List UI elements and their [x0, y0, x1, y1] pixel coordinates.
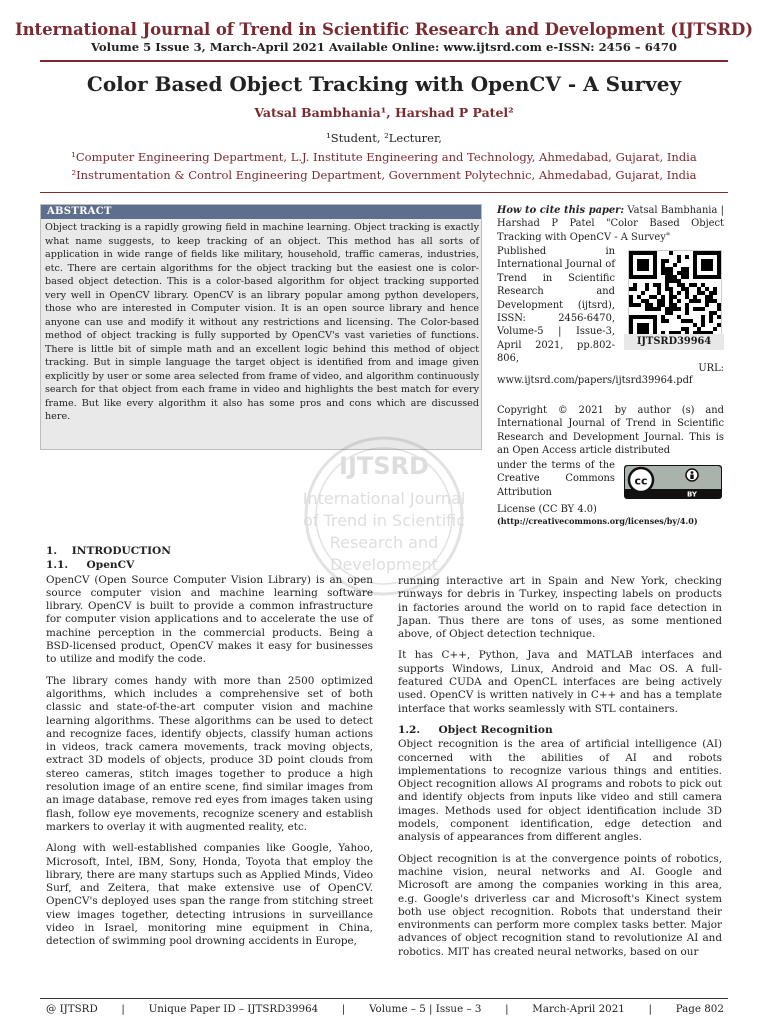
cc-license-url[interactable]: (http://creativecommons.org/licenses/by/4.0) — [497, 516, 698, 526]
section-introduction-heading: 1. INTRODUCTION — [46, 545, 171, 557]
watermark-line4: Development — [330, 555, 438, 574]
footer-sep: | — [505, 1003, 509, 1015]
cc-license-badge-icon[interactable] — [624, 465, 722, 499]
abstract-box — [40, 204, 482, 450]
section-opencv-heading: 1.1. OpenCV — [46, 559, 135, 572]
cc-terms: under the terms of the Creative Commons Attribution — [497, 460, 615, 498]
paragraph: OpenCV (Open Source Computer Vision Library) is an open source computer vision and machine learning software library. OpenCV is built to provide a common infrastructure for computer vision applications and to accelerate the use of machine perception in the commercial products. Being a BSD-licensed product, OpenCV makes it easy for businesses to utilize and modify the code. — [46, 573, 373, 666]
cc-license-line: License (CC BY 4.0) — [497, 504, 597, 515]
by-badge-text: BY — [686, 490, 698, 499]
abstract-text: Object tracking is a rapidly growing field in machine learning. Object tracking is exactly what name suggests, to keep tracking of an object. This method has all sorts of application in wide range of fields like military, household, traffic cameras, industries, etc. There are certain algorithms for the object tracking but the easiest one is color-based object detection. This is a color-based algorithm for object tracking supported very well in OpenCV library. OpenCV is an library popular among python developers, those who are interested in Computer vision. It is an open source library and hence anyone can use and modify it without any restrictions and licensing. The Color-based method of object tracking is fully supported by OpenCV's vast varieties of functions. There is little bit of simple math and an excellent logic behind this method of object tracking. But in simple language the target object is identified from and image given explicitly by user or some area selected from frame of video, and algorithm continuously search for that object from each frame in video and highlights the best match for every frame. But like every algorithm it also has some pros and cons which are discussed here. — [45, 222, 479, 422]
cc-badge-text: cc — [634, 474, 648, 488]
footer-date: March-April 2021 — [532, 1003, 625, 1015]
affiliation-divider — [40, 192, 728, 193]
qr-code-icon — [628, 250, 722, 344]
paragraph: The library comes handy with more than 2500 optimized algorithms, which includes a comprehensive set of both classic and state-of-the-art computer vision and machine learning algorithms. These algorithms can be used to detect and recognize faces, identify objects, classify human actions in videos, track camera movements, track moving objects, extract 3D models of objects, produce 3D point clouds from stereo cameras, stitch images together to produce a high resolution image of an entire scene, find similar images from an image database, remove red eyes from images taken using flash, follow eye movements, recognize scenery and establish markers to overlay it with augmented reality, etc. — [46, 674, 373, 833]
body-left-column — [46, 545, 373, 957]
footer-page: Page 802 — [675, 1003, 724, 1015]
paragraph: It has C++, Python, Java and MATLAB interfaces and supports Windows, Linux, Android and Mac OS. A full-featured CUDA and OpenCL interfaces are being actively used. OpenCV is written natively in C++ and has a template interface that works seamlessly with STL containers. — [398, 649, 722, 715]
citation-published: Published in International Journal of Trend in Scientific Research and Development (ijtsrd), ISSN: 2456-6470, Volume-5 | Issue-3, April 2021, pp.802-806, — [497, 246, 615, 365]
footer-brand: @ IJTSRD — [46, 1003, 98, 1015]
authors: Vatsal Bambhania¹, Harshad P Patel² — [254, 105, 514, 120]
affiliation-1: ¹Computer Engineering Department, L.J. Institute Engineering and Technology, Ahmedabad, Gujarat, India — [71, 150, 697, 164]
footer-volume: Volume – 5 | Issue – 3 — [369, 1003, 482, 1015]
citation-url[interactable]: www.ijtsrd.com/papers/ijtsrd39964.pdf — [497, 375, 693, 386]
section-object-recognition-heading: 1.2. Object Recognition — [398, 723, 553, 736]
paragraph: Object recognition is the area of artificial intelligence (AI) concerned with the abilities of AI and robots implementations to recognize various things and entities. Object recognition allows AI programs and robots to pick out and identify objects from inputs like video and still camera images. Methods used for object identification include 3D models, component identification, edge detection and analysis of appearances from different angles. — [398, 738, 722, 844]
abstract-heading: ABSTRACT — [41, 205, 481, 219]
author-roles: ¹Student, ²Lecturer, — [326, 131, 442, 145]
citation-top: Vatsal Bambhania | Harshad P Patel "Color Based Object Tracking with OpenCV - A Survey" — [497, 205, 724, 243]
qr-label: IJTSRD39964 — [624, 334, 724, 350]
paper-title: Color Based Object Tracking with OpenCV - A Survey — [86, 72, 682, 96]
affiliation-2: ²Instrumentation & Control Engineering Department, Government Polytechnic, Ahmedabad, Gujarat, India — [71, 168, 697, 182]
watermark-line2: of Trend in Scientific — [302, 511, 466, 530]
citation-lead: How to cite this paper: — [497, 205, 625, 216]
page-footer — [46, 1003, 724, 1015]
copyright-text: Copyright © 2021 by author (s) and International Journal of Trend in Scientific Research and Development Journal. This is an Open Access article distributed — [497, 405, 724, 457]
footer-sep: | — [341, 1003, 346, 1015]
watermark-line3: Research and — [329, 533, 439, 552]
paragraph: Object recognition is at the convergence points of robotics, machine vision, neural networks and AI. Google and Microsoft are among the companies working in this area, e.g. Google's driverless car and Microsoft's Kinect system both use object recognition. Robots that understand their environments can perform more complex tasks better. Major advances of object recognition stand to revolutionize AI and robotics. MIT has created neural networks, based on our — [398, 852, 722, 958]
footer-paper-id: Unique Paper ID – IJTSRD39964 — [148, 1003, 319, 1015]
footer-sep: | — [121, 1003, 125, 1015]
body-right-column — [398, 575, 722, 967]
journal-title: International Journal of Trend in Scientific Research and Development (IJTSRD) — [15, 20, 753, 39]
watermark-brand: IJTSRD — [339, 452, 429, 480]
paragraph: Along with well-established companies like Google, Yahoo, Microsoft, Intel, IBM, Sony, Honda, Toyota that employ the library, there are many startups such as Applied Minds, Video Surf, and Zeitera, that make extensive use of OpenCV. OpenCV's deployed uses span the range from stitching street view images together, detecting intrusions in surveillance video in Israel, monitoring mine equipment in China, detection of swimming pool drowning accidents in Europe, — [46, 842, 373, 948]
citation-url-word: URL: — [698, 363, 724, 374]
paragraph: running interactive art in Spain and New York, checking runways for debris in Turkey, inspecting labels on products in factories around the world on to rapid face detection in Japan. Thus there are tons of uses, as some mentioned above, of Object detection technique. — [398, 575, 722, 641]
header-divider — [40, 60, 728, 62]
issue-line: Volume 5 Issue 3, March-April 2021 Available Online: www.ijtsrd.com e-ISSN: 2456 – 6470 — [91, 40, 677, 54]
citation-block — [497, 204, 724, 244]
footer-sep: | — [648, 1003, 652, 1015]
watermark-line1: International Journal — [302, 489, 466, 508]
footer-divider — [40, 998, 728, 999]
